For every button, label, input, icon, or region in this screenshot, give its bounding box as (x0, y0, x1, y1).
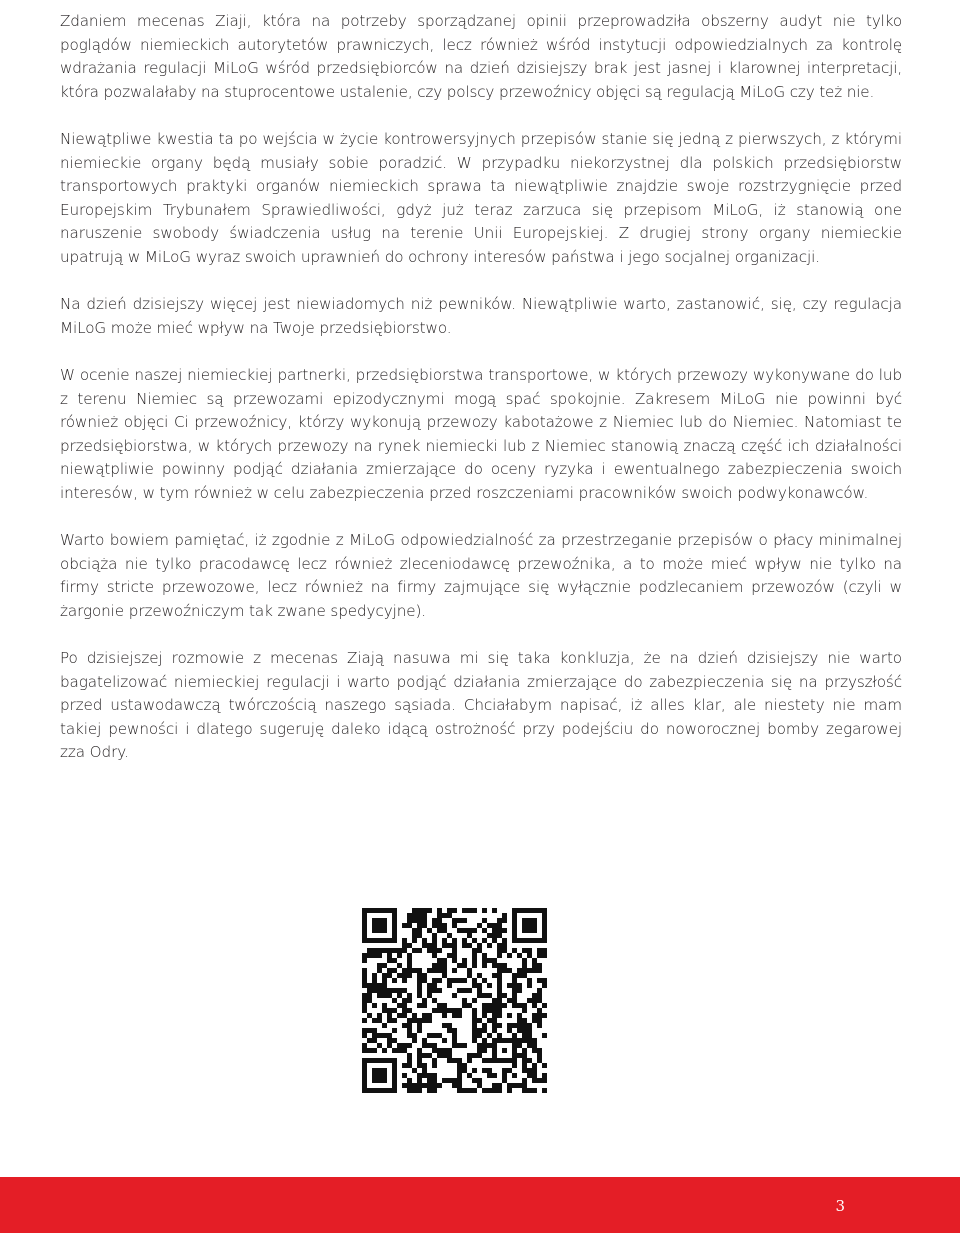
paragraph-1: Zdaniem mecenas Ziaji, która na potrzeby sporządzanej opinii przeprowadziła obszerny audyt nie tylko poglądów niemieckich autorytetów prawniczych, lecz również wśród instytucji odpowiedzialnych za kontrolę wdrażania regulacji MiLoG wśród przedsiębiorców na dzień dzisiejszy brak jest jasnej i klarownej interpretacji, która pozwalałaby na stuprocentowe ustalenie, czy polscy przewoźnicy objęci są regulacją MiLoG czy też nie. (60, 12, 902, 101)
paragraph-2: Niewątpliwe kwestia ta po wejścia w życie kontrowersyjnych przepisów stanie się jedną z pierwszych, z którymi niemieckie organy będą musiały sobie poradzić. W przypadku niekorzystnej dla polskich przedsiębiorstw transportowych praktyki organów niemieckich sprawa ta niewątpliwie znajdzie swoje rozstrzygnięcie przed Europejskim Trybunałem Sprawiedliwości, gdyż już teraz zarzuca się przepisom MiLoG, iż stanowią one naruszenie swobody świadczenia usług na terenie Unii Europejskiej. Z drugiej strony organy niemieckie upatrują w MiLoG wyraz swoich uprawnień do ochrony interesów państwa i jego socjalnej organizacji. (60, 130, 902, 266)
qr-code-icon (362, 908, 547, 1093)
paragraph-4: W ocenie naszej niemieckiej partnerki, przedsiębiorstwa transportowe, w których przewozy wykonywane do lub z terenu Niemiec są przewozami epizodycznymi mogą spać spokojnie. Zakresem MiLoG nie powinni być również objęci Ci przewoźnicy, którzy wykonują przewozy kabotażowe z Niemiec lub do Niemiec. Natomiast te przedsiębiorstwa, w których przewozy na rynek niemiecki lub z Niemiec stanowią znaczą część ich działalności niewątpliwie powinny podjąć działania zmierzające do oceny ryzyka i ewentualnego zabezpieczenia swoich interesów, w tym również w celu zabezpieczenia przed roszczeniami pracowników swoich podwykonawców. (60, 366, 902, 502)
footer-bar (0, 1177, 960, 1233)
paragraph-5: Warto bowiem pamiętać, iż zgodnie z MiLoG odpowiedzialność za przestrzeganie przepisów o płacy minimalnej obciąża nie tylko pracodawcę lecz również zleceniodawcę przewoźnika, a to może mieć wpływ nie tylko na firmy stricte przewozowe, lecz również na firmy zajmujące się wyłącznie podzlecaniem przewozów (czyli w żargonie przewoźniczym tak zwane spedycyjne). (60, 531, 902, 620)
paragraph-3: Na dzień dzisiejszy więcej jest niewiadomych niż pewników. Niewątpliwie warto, zastanowić, się, czy regulacja MiLoG może mieć wpływ na Twoje przedsiębiorstwo. (60, 295, 902, 337)
document-body (60, 10, 902, 789)
page-number: 3 (835, 1197, 845, 1215)
paragraph-6: Po dzisiejszej rozmowie z mecenas Ziają nasuwa mi się taka konkluzja, że na dzień dzisiejszy nie warto bagatelizować niemieckiej regulacji i warto podjąć działania zmierzające do zabezpieczenia się na przyszłość przed ustawodawczą twórczością naszego sąsiada. Chciałabym napisać, iż alles klar, ale niestety nie mam takiej pewności i dlatego sugeruję daleko idącą ostrożność przy podejściu do noworocznej bomby zegarowej zza Odry. (60, 649, 902, 761)
